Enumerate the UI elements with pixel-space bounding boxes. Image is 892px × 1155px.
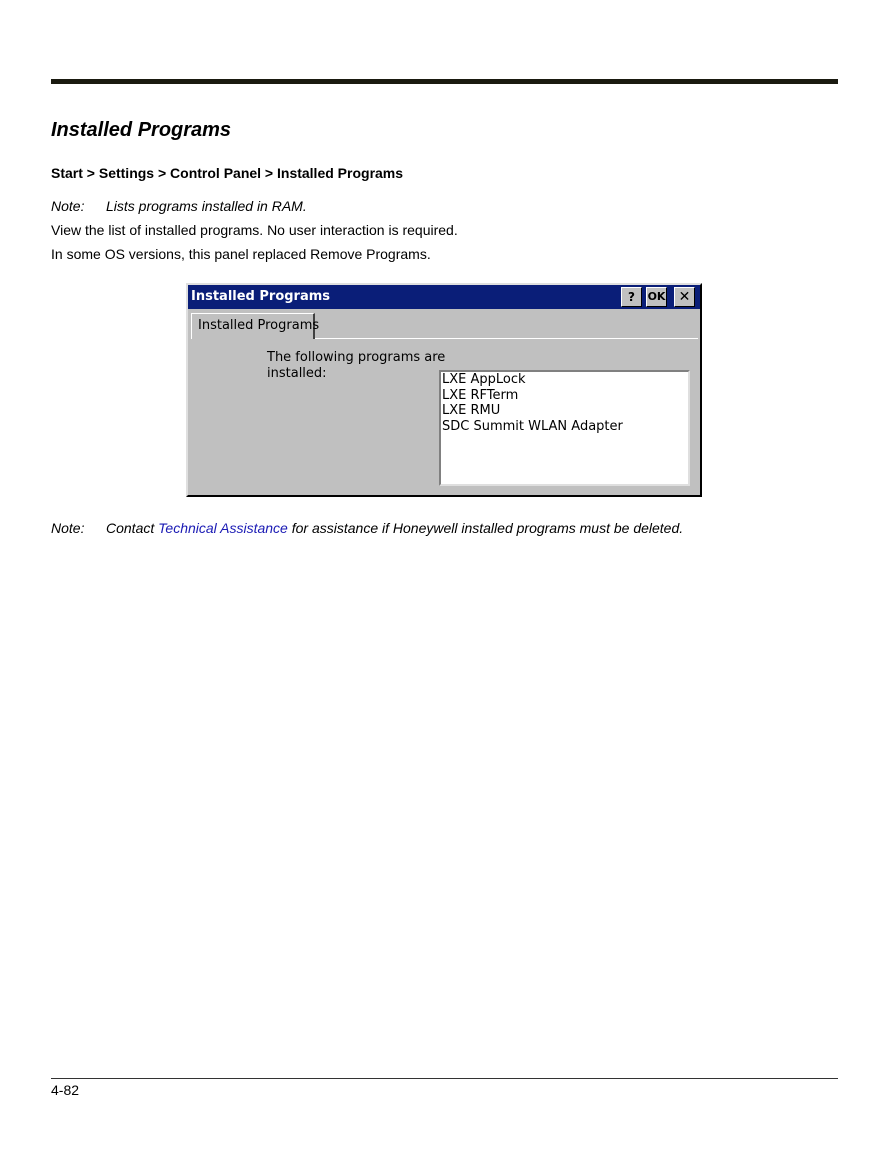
note-prefix: Contact bbox=[106, 520, 159, 536]
note-ram bbox=[51, 197, 307, 215]
program-list-item[interactable]: LXE RMU bbox=[442, 403, 501, 418]
page-number: 4-82 bbox=[51, 1082, 80, 1098]
note-technical-assistance bbox=[51, 519, 683, 537]
programs-prompt: The following programs are installed: bbox=[267, 350, 446, 381]
note-text: Lists programs installed in RAM. bbox=[106, 198, 307, 214]
os-version-text: In some OS versions, this panel replaced Remove Programs. bbox=[51, 246, 431, 262]
dialog-title: Installed Programs bbox=[191, 289, 331, 304]
top-rule bbox=[51, 79, 838, 84]
tab-divider bbox=[314, 338, 698, 339]
tab-installed-programs[interactable]: Installed Programs bbox=[191, 313, 315, 339]
page-title: Installed Programs bbox=[51, 119, 232, 141]
note-label: Note: bbox=[51, 520, 85, 536]
close-icon[interactable]: ✕ bbox=[674, 287, 695, 307]
description-text: View the list of installed programs. No user interaction is required. bbox=[51, 222, 458, 238]
technical-assistance-link[interactable]: Technical Assistance bbox=[158, 520, 288, 536]
ok-button[interactable]: OK bbox=[646, 287, 667, 307]
bottom-rule bbox=[51, 1078, 838, 1079]
navigation-path: Start > Settings > Control Panel > Installed Programs bbox=[51, 165, 404, 181]
program-list-item[interactable]: SDC Summit WLAN Adapter bbox=[442, 418, 623, 434]
programs-listbox[interactable] bbox=[439, 370, 690, 486]
program-list-item[interactable]: LXE RFTerm bbox=[442, 387, 519, 403]
note-label: Note: bbox=[51, 198, 85, 214]
program-list-item[interactable]: LXE AppLock bbox=[442, 372, 526, 387]
note-suffix: for assistance if Honeywell installed programs must be deleted. bbox=[287, 520, 684, 536]
installed-programs-dialog bbox=[186, 283, 702, 497]
dialog-titlebar bbox=[188, 285, 700, 309]
help-button[interactable]: ? bbox=[621, 287, 642, 307]
